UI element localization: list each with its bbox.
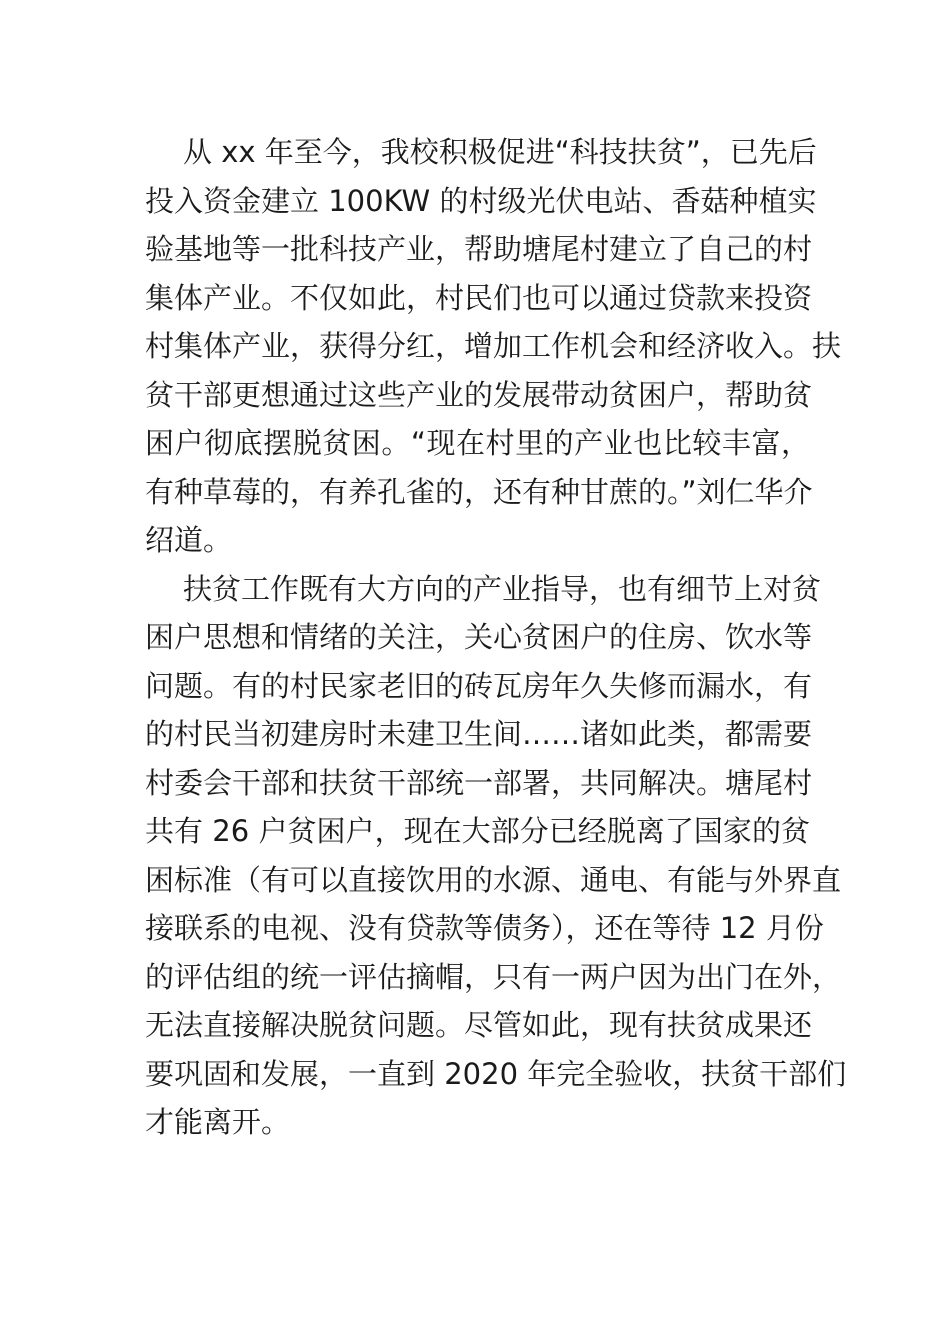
paragraph-line: 才能离开。 bbox=[145, 1105, 291, 1139]
paragraph-line: 困标准（有可以直接饮用的水源、通电、有能与外界直 bbox=[145, 862, 842, 897]
paragraph-line: 扶贫工作既有大方向的产业指导，也有细节上对贫 bbox=[183, 571, 822, 606]
paragraph-line: 村集体产业，获得分红，增加工作机会和经济收入。扶 bbox=[145, 329, 842, 363]
paragraph-line: 的评估组的统一评估摘帽，只有一两户因为出门在外， bbox=[145, 959, 842, 994]
paragraph-2 bbox=[145, 565, 847, 1147]
paragraph-line: 无法直接解决脱贫问题。尽管如此，现有扶贫成果还 bbox=[145, 1008, 813, 1042]
paragraph-line: 问题。有的村民家老旧的砖瓦房年久失修而漏水，有 bbox=[145, 668, 813, 703]
paragraph-line: 有种草莓的，有养孔雀的，还有种甘蔗的。”刘仁华介 bbox=[145, 474, 813, 509]
paragraph-line: 的村民当初建房时未建卫生间……诸如此类，都需要 bbox=[145, 717, 813, 751]
paragraph-line: 绍道。 bbox=[145, 523, 233, 557]
paragraph-line: 困户彻底摆脱贫困。“现在村里的产业也比较丰富， bbox=[145, 426, 810, 460]
paragraph-line: 接联系的电视、没有贷款等债务），还在等待 12 月份 bbox=[145, 911, 824, 945]
paragraph-line: 贫干部更想通过这些产业的发展带动贫困户，帮助贫 bbox=[145, 377, 813, 412]
paragraph-line: 要巩固和发展，一直到 2020 年完全验收，扶贫干部们 bbox=[145, 1056, 847, 1091]
paragraph-line: 村委会干部和扶贫干部统一部署，共同解决。塘尾村 bbox=[145, 765, 813, 800]
document-body bbox=[145, 128, 847, 1147]
paragraph-line: 投入资金建立 100KW 的村级光伏电站、香菇种植实 bbox=[145, 183, 817, 218]
paragraph-line: 共有 26 户贫困户，现在大部分已经脱离了国家的贫 bbox=[145, 814, 810, 848]
paragraph-1 bbox=[145, 128, 842, 565]
paragraph-line: 验基地等一批科技产业，帮助塘尾村建立了自己的村 bbox=[145, 232, 813, 266]
paragraph-line: 困户思想和情绪的关注，关心贫困户的住房、饮水等 bbox=[145, 620, 813, 654]
paragraph-line: 集体产业。不仅如此，村民们也可以通过贷款来投资 bbox=[145, 280, 813, 315]
paragraph-line: 从 xx 年至今，我校积极促进“科技扶贫”，已先后 bbox=[183, 135, 817, 169]
